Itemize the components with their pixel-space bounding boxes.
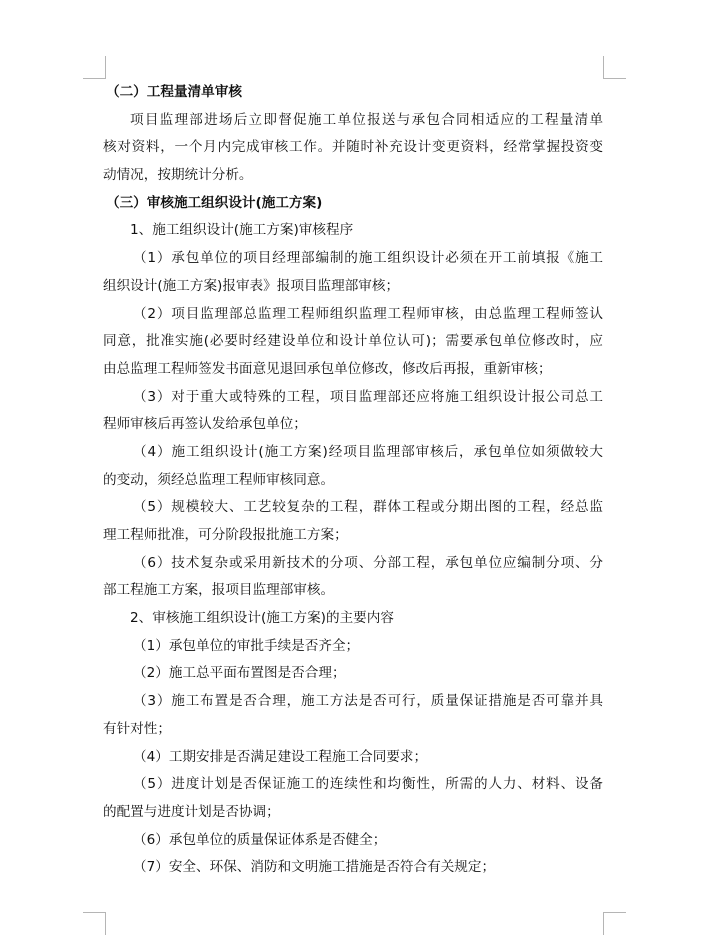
list-item-line: （5）规模较大、工艺较复杂的工程，群体工程或分期出图的工程，经总监 bbox=[133, 499, 603, 516]
list-item-line: （3）对于重大或特殊的工程，项目监理部还应将施工组织设计报公司总工 bbox=[133, 388, 603, 405]
subheading-1: 1、施工组织设计(施工方案)审核程序 bbox=[130, 222, 354, 239]
section-heading-2: （二）工程量清单审核 bbox=[106, 84, 242, 100]
list-item-line: 程师审核后再签认发给承包单位； bbox=[103, 416, 307, 433]
list-item-line: 由总监理工程师签发书面意见退回承包单位修改，修改后再报，重新审核； bbox=[103, 360, 552, 377]
paragraph-line: 项目监理部进场后立即督促施工单位报送与承包合同相适应的工程量清单 bbox=[130, 111, 603, 128]
list-item-line: 组织设计(施工方案)报审表》报项目监理部审核； bbox=[103, 277, 400, 294]
page-corner-mark-bottom-right bbox=[603, 912, 626, 935]
list-item-line: （4）施工组织设计(施工方案)经项目监理部审核后，承包单位如须做较大 bbox=[133, 443, 603, 460]
list-item-line: （7）安全、环保、消防和文明施工措施是否符合有关规定； bbox=[133, 859, 496, 876]
list-item-line: （3）施工布置是否合理，施工方法是否可行，质量保证措施是否可靠并具 bbox=[133, 693, 603, 710]
section-heading-3: （三）审核施工组织设计(施工方案) bbox=[106, 194, 323, 211]
paragraph-line: 核对资料，一个月内完成审核工作。并随时补充设计变更资料，经常掌握投资变 bbox=[103, 139, 603, 156]
list-item-line: （2）项目监理部总监理工程师组织监理工程师审核，由总监理工程师签认 bbox=[133, 305, 603, 322]
list-item-line: （1）承包单位的审批手续是否齐全； bbox=[133, 637, 360, 654]
list-item-line: 有针对性； bbox=[103, 720, 171, 737]
document-body bbox=[103, 79, 603, 882]
page-corner-mark-bottom-left bbox=[83, 912, 106, 935]
list-item-line: 的变动，须经总监理工程师审核同意。 bbox=[103, 471, 335, 488]
list-item-line: 的配置与进度计划是否协调； bbox=[103, 803, 280, 820]
list-item-line: （4）工期安排是否满足建设工程施工合同要求； bbox=[133, 748, 428, 765]
page-corner-mark-top-left bbox=[83, 56, 106, 79]
list-item-line: （6）承包单位的质量保证体系是否健全； bbox=[133, 831, 387, 848]
list-item-line: （6）技术复杂或采用新技术的分项、分部工程，承包单位应编制分项、分 bbox=[133, 554, 603, 571]
subheading-2: 2、审核施工组织设计(施工方案)的主要内容 bbox=[130, 610, 394, 627]
list-item-line: （5）进度计划是否保证施工的连续性和均衡性，所需的人力、材料、设备 bbox=[133, 776, 603, 793]
list-item-line: 部工程施工方案，报项目监理部审核。 bbox=[103, 582, 335, 599]
list-item-line: （2）施工总平面布置图是否合理； bbox=[133, 665, 346, 682]
list-item-line: 同意，批准实施(必要时经建设单位和设计单位认可)；需要承包单位修改时，应 bbox=[103, 333, 603, 350]
list-item-line: （1）承包单位的项目经理部编制的施工组织设计必须在开工前填报《施工 bbox=[133, 250, 603, 267]
list-item-line: 理工程师批准，可分阶段报批施工方案； bbox=[103, 527, 348, 543]
paragraph-line: 动情况，按期统计分析。 bbox=[103, 167, 253, 184]
page-corner-mark-top-right bbox=[603, 56, 626, 79]
